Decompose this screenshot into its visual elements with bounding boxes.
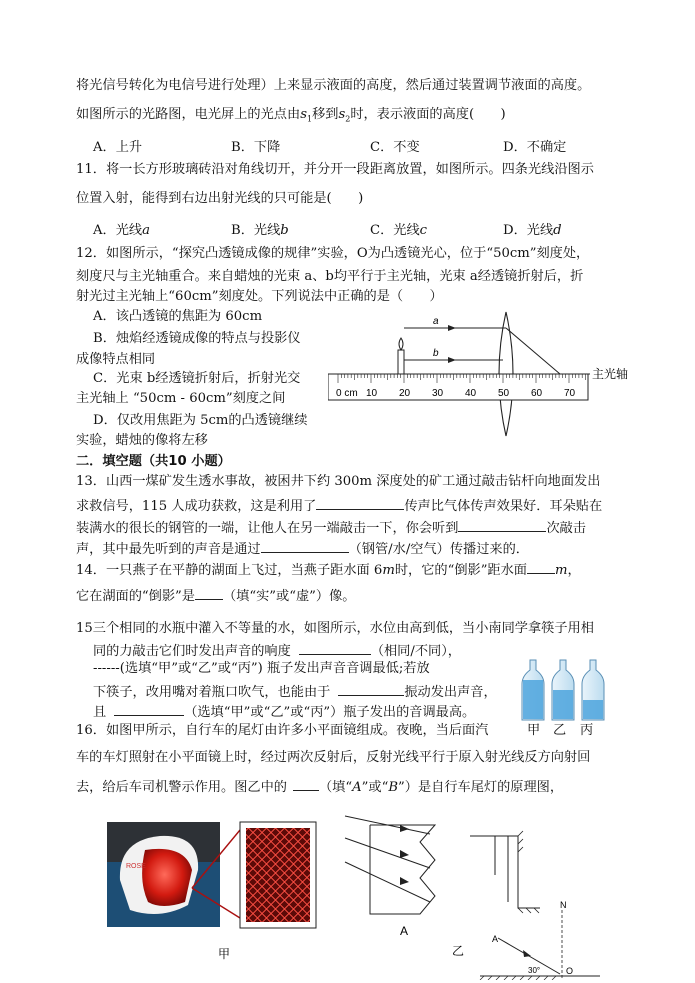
q10-text-1: 如图所示的光路图，电光屏上的光点由: [76, 107, 301, 122]
normal-label: N: [560, 900, 567, 910]
q15-text-4: 下筷子，改用嘴对着瓶口吹气，也能由于: [93, 685, 331, 700]
q14-blank-2[interactable]: [195, 585, 223, 600]
q11-option-a-label: A．光线: [93, 223, 143, 238]
q11-stem-2: 位置入射，能得到右边出射光线的只可能是( ): [76, 191, 364, 206]
q11-var-c: c: [419, 223, 428, 238]
ray-b-arrow: [448, 357, 456, 363]
q10-text-3: 时，表示液面的高度( ): [350, 107, 506, 122]
q13-text-5: 声，其中最先听到的声音是通过: [76, 542, 261, 557]
q14-text-1: 14．一只燕子在平静的湖面上飞过，当燕子距水面 6: [76, 563, 383, 578]
q11-option-c-label: C．光线: [370, 223, 420, 238]
bicycle-taillight-figure: [100, 810, 600, 980]
q15-text-7: （选填“甲”或“乙”或“丙”）瓶子发出的音调最高。: [184, 705, 476, 720]
figure-caption-yi: 乙: [452, 944, 465, 958]
q11-var-d: d: [553, 223, 562, 238]
ruler-label: 20: [399, 388, 411, 399]
q14-text-2: 时，它的“倒影”距水面: [394, 563, 527, 578]
ruler-label: 50: [498, 388, 510, 399]
q15-line-1: 15三个相同的水瓶中灌入不等量的水，如图所示，水位由高到低，当小南同学拿筷子用相: [76, 621, 594, 636]
q11-option-d: [503, 222, 562, 240]
angle-label: 30°: [528, 966, 541, 975]
q15-line-4: [93, 681, 497, 702]
ray-a-label: a: [433, 316, 439, 327]
q15-blank-1[interactable]: [299, 640, 371, 655]
q15-line-3: [93, 660, 430, 678]
question-10-stem: [76, 106, 506, 129]
q14-unit-1: m: [382, 563, 395, 578]
q11-option-b: [231, 222, 289, 240]
ruler-label: 60: [531, 388, 543, 399]
incident-point-label: A: [492, 934, 499, 944]
reflector-a-label: A: [400, 924, 409, 938]
water-bottles-figure: [520, 658, 620, 724]
q12-stem-3: 射光过主光轴上“60cm”刻度处。下列说法中正确的是（ ）: [76, 289, 443, 304]
q15-text-2: （相同/不同），: [370, 644, 461, 659]
q14-blank-1[interactable]: [527, 559, 555, 574]
q10-option-a: A．上升: [93, 140, 143, 155]
q10-option-b: B．下降: [231, 140, 281, 155]
q12-option-b-1: B．烛焰经透镜成像的特点与投影仪: [93, 331, 301, 346]
q16-text-4: ”）是自行车尾灯的原理图，: [398, 780, 564, 795]
q12-stem-1: 12．如图所示，“探究凸透镜成像的规律”实验，O为凸透镜光心，位于“50cm”刻度处，: [76, 246, 590, 261]
figure-caption-jia: 甲: [218, 947, 231, 961]
q15-blank-2[interactable]: ------: [93, 661, 120, 676]
ruler-label: 40: [465, 388, 477, 399]
candle-body: [398, 350, 404, 374]
q14-line-1: [76, 559, 581, 580]
q13-blank-2[interactable]: [458, 517, 546, 532]
q11-var-b: b: [280, 223, 289, 238]
q15-line-5: [93, 701, 475, 722]
taillight-brand-text: ROSE: [126, 863, 146, 870]
q16-option-b: B: [388, 780, 399, 795]
q16-line-3: [76, 776, 563, 797]
origin-label: O: [566, 966, 574, 976]
water-level-yi: [553, 690, 573, 719]
water-level-jia: [523, 680, 543, 719]
q11-option-a: [93, 222, 150, 240]
ray-a-refracted: [506, 328, 560, 374]
ruler-label: 30: [432, 388, 444, 399]
bottle-label-bing: 丙: [580, 723, 594, 738]
q13-text-2: 传声比气体传声效果好．耳朵贴在: [404, 499, 603, 514]
q13-line-3: [76, 517, 586, 538]
main-axis-label: 主光轴: [592, 367, 629, 381]
q16-text-1: 去，给后车司机警示作用。图乙中的: [76, 780, 287, 795]
taillight-prism-closeup: [246, 828, 310, 922]
q12-option-c-2: 主光轴上 “50cm - 60cm”刻度之间: [76, 391, 286, 406]
q16-option-a: A: [352, 780, 362, 795]
q13-blank-1[interactable]: [316, 495, 404, 510]
q14-unit-2: m: [555, 563, 568, 578]
q14-text-3: ，: [567, 563, 581, 578]
s2-symbol: s: [338, 107, 346, 122]
q15-line-2: [93, 640, 461, 661]
q12-option-d-1: D．仅改用焦距为 5cm的凸透镜继续: [93, 413, 308, 428]
q12-option-b-2: 成像特点相同: [76, 352, 156, 367]
q15-blank-3[interactable]: [338, 681, 404, 696]
ray-b-label: b: [433, 348, 439, 359]
q14-text-5: （填“实”或“虚”）像。: [222, 589, 356, 604]
q11-option-c: [370, 222, 427, 240]
q15-blank-4[interactable]: [114, 701, 184, 716]
q14-text-4: 它在湖面的“倒影”是: [76, 589, 195, 604]
water-level-bing: [583, 700, 603, 719]
section-title-fill-in: 二．填空题（共10 小题）: [76, 454, 231, 469]
candle-flame: [399, 338, 403, 350]
q16-text-2: （填“: [319, 780, 353, 795]
q13-line-4: [76, 538, 529, 559]
taillight-lens: [142, 849, 192, 906]
q16-line-2: 车的车灯照射在小平面镜上时，经过两次反射后，反射光线平行于原入射光线反方向射回: [76, 750, 591, 765]
q12-stem-2: 刻度尺与主光轴重合。来自蜡烛的光束 a、b均平行于主光轴，光束 a经透镜折射后，折: [76, 269, 584, 284]
reflector-a: [345, 816, 435, 938]
q11-option-b-label: B．光线: [231, 223, 281, 238]
q13-text-4: 次敲击: [546, 521, 586, 536]
s1-symbol: s: [300, 107, 307, 122]
q10-text-2: 移到: [312, 107, 339, 122]
bottle-label-jia: 甲: [527, 723, 541, 738]
q15-text-1: 同的力敲击它们时发出声音的响度: [93, 644, 291, 659]
ray-a-arrow: [448, 325, 456, 331]
ruler-label: 70: [564, 388, 576, 399]
q11-var-a: a: [142, 223, 150, 238]
bottle-bing: [582, 660, 604, 720]
bottle-jia: [522, 660, 544, 720]
q13-text-1: 求救信号，115 人成功获救，这是利用了: [76, 499, 317, 514]
q10-option-d: D．不确定: [503, 140, 567, 155]
q16-blank[interactable]: [293, 776, 319, 791]
q13-line-1: 13．山西一煤矿发生透水事故，被困井下约 300m 深度处的矿工通过敲击钻杆向地面发出: [76, 474, 601, 489]
bottle-label-yi: 乙: [553, 723, 567, 738]
q11-option-d-label: D．光线: [503, 223, 554, 238]
bottle-yi: [552, 660, 574, 720]
q16-line-1: 16．如图甲所示，自行车的尾灯由许多小平面镜组成。夜晚，当后面汽: [76, 723, 489, 738]
q12-option-c-1: C．光束 b经透镜折射后，折射光交: [93, 371, 301, 386]
q13-text-3: 装满水的很长的钢管的一端，让他人在另一端敲击一下，你会听到: [76, 521, 459, 536]
ruler-label: 10: [366, 388, 378, 399]
q16-text-3: ”或“: [361, 780, 389, 795]
q11-stem-1: 11．将一长方形玻璃砖沿对角线切开，并分开一段距离放置，如图所示。四条光线沿图示: [76, 162, 594, 177]
s2-subscript: 2: [345, 114, 351, 124]
q12-option-a: A．该凸透镜的焦距为 60cm: [93, 309, 263, 324]
q12-option-d-2: 实验，蜡烛的像将左移: [76, 433, 208, 448]
q10-option-c: C．不变: [370, 140, 420, 155]
convex-lens-figure: [328, 310, 638, 440]
q13-line-2: [76, 495, 602, 516]
q14-line-2: [76, 585, 355, 606]
q13-text-6: （钢管/水/空气）传播过来的．: [348, 542, 529, 557]
q15-text-3: (选填“甲”或“乙”或“丙”) 瓶子发出声音音调最低;若放: [119, 661, 430, 676]
q15-text-6: 且: [93, 705, 107, 720]
q15-text-5: 振动发出声音，: [404, 685, 497, 700]
s1-subscript: 1: [306, 114, 313, 124]
ruler-label: 0 cm: [336, 388, 358, 399]
q13-blank-3[interactable]: [261, 538, 349, 553]
mirror-angle-diagram: [480, 900, 600, 980]
intro-line: 将光信号转化为电信号进行处理）上来显示液面的高度，然后通过装置调节液面的高度。: [76, 78, 591, 93]
